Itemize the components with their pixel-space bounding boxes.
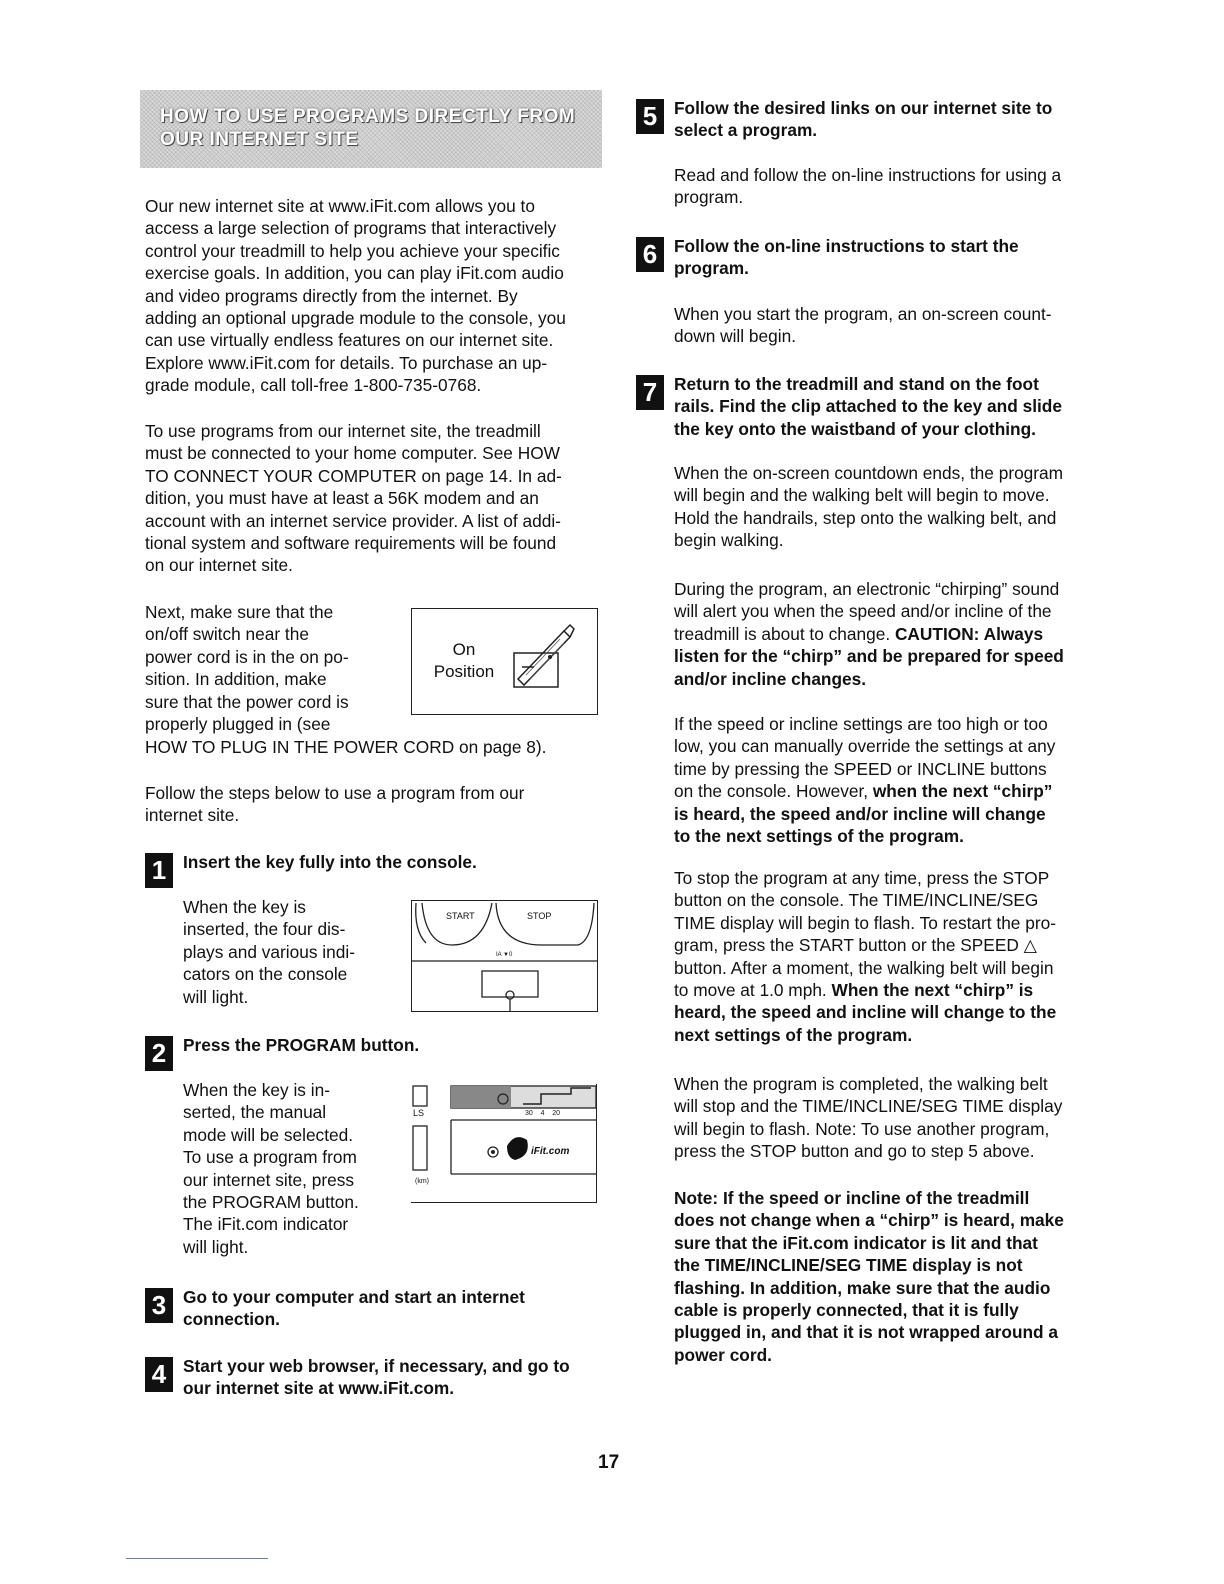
- step-3-number: 3: [145, 1288, 173, 1323]
- step-6-heading: Follow the on-line instructions to start the program.: [674, 236, 1019, 279]
- step-5: [636, 97, 1106, 145]
- step-1-number: 1: [145, 853, 173, 888]
- step-5-heading: Follow the desired links on our internet site to select a program.: [674, 98, 1053, 141]
- stop-label: STOP: [527, 911, 552, 921]
- step-6-text: When you start the program, an on-screen count- down will begin.: [674, 304, 1052, 347]
- step-2: [145, 1034, 615, 1068]
- step-2-heading: Press the PROGRAM button.: [183, 1035, 420, 1055]
- step-5-text: Read and follow the on-line instructions for using a program.: [674, 165, 1062, 208]
- page-number: 17: [598, 1452, 620, 1473]
- step-5-number: 5: [636, 99, 664, 134]
- step-7-number: 7: [636, 375, 664, 410]
- follow-steps-paragraph: Follow the steps below to use a program from our internet site.: [145, 783, 525, 826]
- km-label: (km): [415, 1178, 429, 1185]
- step-4-number: 4: [145, 1357, 173, 1392]
- step-6-number: 6: [636, 237, 664, 272]
- page-title: [160, 105, 600, 151]
- step-7: [636, 373, 1106, 443]
- ifit-logo: iFit.com: [531, 1146, 570, 1157]
- console-key-figure: [411, 900, 598, 1012]
- step-3-heading: Go to your computer and start an internet connection.: [183, 1287, 525, 1330]
- step-3: [145, 1286, 615, 1334]
- on-position-label: On Position: [433, 640, 495, 681]
- step-6: [636, 235, 1106, 283]
- step-7-paragraph-2: During the program, an electronic “chirping” sound will alert you when the speed and/or incline of the treadmill is about to change. CAUTION: Always listen for the “chirp” and be prepared for speed and/or incline changes.: [674, 579, 1064, 689]
- switch-paragraph-last-line: HOW TO PLUG IN THE POWER CORD on page 8).: [145, 737, 547, 757]
- step-1-heading: Insert the key fully into the console.: [183, 852, 477, 872]
- indicator-label: IA ▼0: [496, 952, 513, 958]
- note-paragraph: Note: If the speed or incline of the treadmill does not change when a “chirp” is heard, make sure that the iFit.com indicator is lit and that the TIME/INCLINE/SEG TIME display is not flashing. In addition, make sure that the audio cable is properly connected, that it is fully plugged in, and that it is not wrapped around a power cord.: [674, 1188, 1064, 1365]
- step-7-paragraph-3: If the speed or incline settings are too high or too low, you can manually override the settings at any time by pressing the SPEED or INCLINE buttons on the console. However, when the next “chirp” is heard, the speed and/or incline will change to the next settings of the program.: [674, 714, 1056, 847]
- console-display-icon: [411, 1084, 596, 1202]
- rocker-switch-icon: [508, 617, 578, 697]
- title-line-1: HOW TO USE PROGRAMS DIRECTLY FROM: [160, 106, 576, 127]
- step-7-paragraph-5: When the program is completed, the walking belt will stop and the TIME/INCLINE/SEG TIME display will begin to flash. Note: To use another program, press the STOP button and go to step 5 above.: [674, 1074, 1063, 1162]
- ls-label: LS: [413, 1108, 425, 1118]
- intro-paragraph-1: Our new internet site at www.iFit.com allows you to access a large selection of programs that interactively control your treadmill to help you achieve your specific exercise goals. In addition, you can play iFit.com audio and video programs directly from the internet. By adding an optional upgrade module to the console, you can use virtually endless features on our internet site. Explore www.iFit.com for details. To purchase an up- grade module, call toll-free 1-800-735-0768.: [145, 196, 566, 396]
- step-4-heading: Start your web browser, if necessary, and go to our internet site at www.iFit.com.: [183, 1356, 570, 1399]
- on-switch-figure: [411, 608, 598, 715]
- step-2-text: When the key is in- serted, the manual mode will be selected. To use a program from our internet site, press the PROGRAM button. The iFit.com indicator will light.: [183, 1080, 359, 1257]
- intro-paragraph-2: To use programs from our internet site, the treadmill must be connected to your home computer. See HOW TO CONNECT YOUR COMPUTER on page 14. In ad- dition, you must have at least a 56K modem and an account with an internet service provider. A list of addi- tional system and software requirements will be found on our internet site.: [145, 421, 562, 576]
- step-7-heading: Return to the treadmill and stand on the foot rails. Find the clip attached to the key and slide the key onto the waistband of your clothing.: [674, 374, 1062, 439]
- step-1-text: When the key is inserted, the four dis- plays and various indi- cators on the console will light.: [183, 897, 355, 1007]
- title-line-2: OUR INTERNET SITE: [160, 129, 359, 150]
- step-7-paragraph-4: To stop the program at any time, press the STOP button on the console. The TIME/INCLINE/SEG TIME display will begin to flash. To restart the pro- gram, press the START button or the SPEED △ button. After a moment, the walking belt will begin to move at 1.0 mph. When the next “chirp” is heard, the speed and incline will change to the next settings of the program.: [674, 868, 1057, 1045]
- step-7-paragraph-1: When the on-screen countdown ends, the program will begin and the walking belt will begin to move. Hold the handrails, step onto the walking belt, and begin walking.: [674, 463, 1064, 551]
- tick-labels: 30 4 20: [525, 1110, 561, 1117]
- console-program-figure: [411, 1084, 597, 1203]
- step-4: [145, 1355, 615, 1403]
- switch-paragraph: Next, make sure that the on/off switch near the power cord is in the on po- sition. In addition, make sure that the power cord is properly plugged in (see: [145, 602, 349, 735]
- step-1: [145, 851, 615, 885]
- step-2-number: 2: [145, 1036, 173, 1071]
- start-label: START: [446, 911, 475, 921]
- footer-rule: [126, 1558, 268, 1559]
